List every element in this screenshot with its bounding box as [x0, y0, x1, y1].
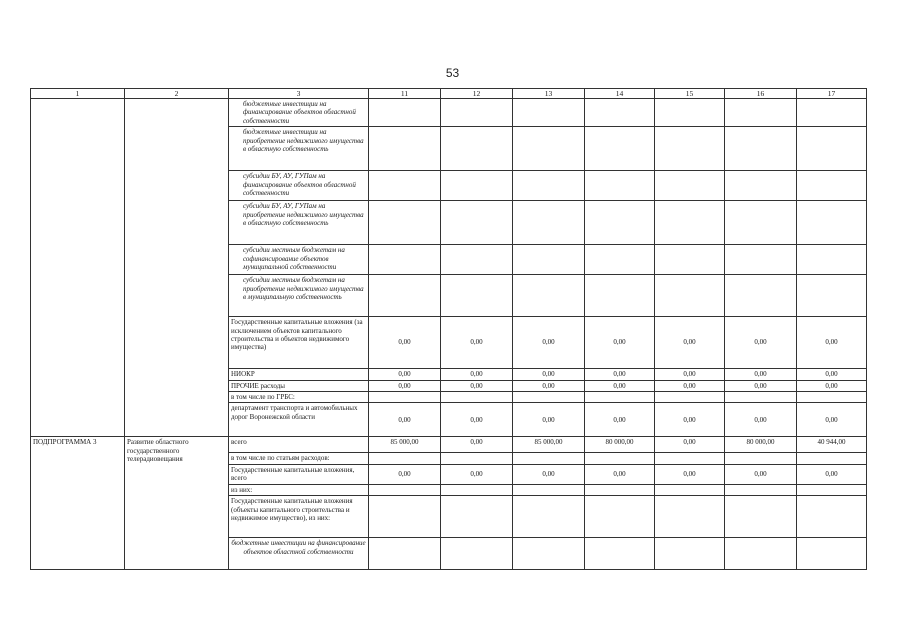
value-cell: 0,00 [725, 380, 797, 391]
expense-item-label: НИОКР [229, 369, 369, 380]
header-cell: 15 [655, 89, 725, 99]
header-cell: 12 [441, 89, 513, 99]
value-cell: 85 000,00 [513, 437, 585, 453]
header-cell: 3 [229, 89, 369, 99]
header-cell: 11 [369, 89, 441, 99]
value-cell [585, 127, 655, 171]
program-cell [31, 99, 125, 437]
expense-item-label: бюджетные инвестиции на приобретение недвижимого имущества в областную собственность [229, 127, 369, 171]
value-cell [369, 275, 441, 317]
header-cell: 16 [725, 89, 797, 99]
value-cell [369, 496, 441, 538]
value-cell [655, 127, 725, 171]
value-cell [725, 538, 797, 570]
value-cell: 0,00 [369, 369, 441, 380]
value-cell [725, 99, 797, 127]
header-cell: 13 [513, 89, 585, 99]
subprogram-code: ПОДПРОГРАММА 3 [31, 437, 125, 570]
header-cell: 1 [31, 89, 125, 99]
value-cell [797, 99, 867, 127]
value-cell: 0,00 [513, 369, 585, 380]
expense-item-label: Государственные капитальные вложения (объекты капитального строительства и недвижимое имущество), из них: [229, 496, 369, 538]
value-cell [655, 538, 725, 570]
value-cell [725, 391, 797, 402]
value-cell: 0,00 [441, 317, 513, 369]
value-cell: 80 000,00 [585, 437, 655, 453]
value-cell [655, 391, 725, 402]
value-cell [585, 275, 655, 317]
value-cell [585, 201, 655, 245]
value-cell [441, 245, 513, 275]
table-row [31, 437, 867, 453]
value-cell: 0,00 [369, 317, 441, 369]
value-cell [369, 391, 441, 402]
value-cell [369, 538, 441, 570]
value-cell: 0,00 [655, 464, 725, 484]
header-cell: 2 [125, 89, 229, 99]
value-cell: 0,00 [441, 403, 513, 437]
value-cell [441, 99, 513, 127]
expense-item-label: в том числе по статьям расходов: [229, 453, 369, 464]
value-cell [725, 127, 797, 171]
value-cell [725, 453, 797, 464]
value-cell [585, 453, 655, 464]
value-cell: 0,00 [369, 403, 441, 437]
value-cell: 0,00 [725, 464, 797, 484]
value-cell [585, 484, 655, 495]
header-cell: 17 [797, 89, 867, 99]
value-cell [797, 171, 867, 201]
value-cell [655, 453, 725, 464]
value-cell [441, 127, 513, 171]
value-cell [369, 201, 441, 245]
value-cell: 0,00 [797, 380, 867, 391]
value-cell [441, 538, 513, 570]
value-cell [585, 99, 655, 127]
value-cell [797, 201, 867, 245]
value-cell: 0,00 [585, 380, 655, 391]
value-cell [513, 453, 585, 464]
value-cell [725, 496, 797, 538]
value-cell [441, 496, 513, 538]
value-cell [655, 496, 725, 538]
value-cell: 80 000,00 [725, 437, 797, 453]
value-cell [797, 496, 867, 538]
page-number: 53 [445, 66, 460, 80]
value-cell: 85 000,00 [369, 437, 441, 453]
value-cell [513, 496, 585, 538]
value-cell [585, 245, 655, 275]
expense-item-label: субсидии БУ, АУ, ГУПам на финансирование объектов областной собственности [229, 171, 369, 201]
value-cell [725, 275, 797, 317]
value-cell [585, 496, 655, 538]
value-cell [655, 99, 725, 127]
expense-item-label: Государственные капитальные вложения, всего [229, 464, 369, 484]
value-cell [725, 201, 797, 245]
expense-item-label: субсидии местным бюджетам на софинансирование объектов муниципальной собственности [229, 245, 369, 275]
value-cell [369, 127, 441, 171]
value-cell: 0,00 [655, 369, 725, 380]
value-cell [585, 538, 655, 570]
value-cell [655, 484, 725, 495]
value-cell [513, 201, 585, 245]
value-cell: 0,00 [513, 403, 585, 437]
value-cell [369, 484, 441, 495]
value-cell [655, 275, 725, 317]
expense-item-label: субсидии БУ, АУ, ГУПам на приобретение недвижимого имущества в областную собственность [229, 201, 369, 245]
value-cell [369, 245, 441, 275]
value-cell [441, 391, 513, 402]
table-row [31, 99, 867, 127]
value-cell: 0,00 [655, 317, 725, 369]
value-cell: 0,00 [655, 437, 725, 453]
value-cell: 0,00 [441, 380, 513, 391]
expense-item-label: в том числе по ГРБС: [229, 391, 369, 402]
value-cell: 0,00 [369, 380, 441, 391]
value-cell: 0,00 [441, 464, 513, 484]
value-cell [513, 538, 585, 570]
expense-item-label: всего [229, 437, 369, 453]
subprogram-name: Развитие областного государственного телерадиовещания [125, 437, 229, 570]
expense-item-label: ПРОЧИЕ расходы [229, 380, 369, 391]
value-cell: 0,00 [441, 437, 513, 453]
value-cell [441, 275, 513, 317]
value-cell [797, 245, 867, 275]
value-cell [725, 245, 797, 275]
value-cell: 0,00 [797, 369, 867, 380]
value-cell [797, 127, 867, 171]
value-cell: 0,00 [655, 380, 725, 391]
budget-table [30, 88, 867, 570]
value-cell [797, 275, 867, 317]
value-cell [585, 171, 655, 201]
value-cell: 0,00 [725, 369, 797, 380]
value-cell [655, 171, 725, 201]
value-cell [513, 484, 585, 495]
expense-item-label: из них: [229, 484, 369, 495]
value-cell [369, 453, 441, 464]
value-cell [797, 538, 867, 570]
expense-item-label: бюджетные инвестиции на финансирование объектов областной собственности [229, 99, 369, 127]
value-cell: 0,00 [725, 317, 797, 369]
value-cell [513, 127, 585, 171]
value-cell: 0,00 [585, 464, 655, 484]
value-cell [797, 453, 867, 464]
value-cell [441, 453, 513, 464]
expense-item-label: департамент транспорта и автомобильных дорог Воронежской области [229, 403, 369, 437]
value-cell [725, 171, 797, 201]
value-cell: 0,00 [441, 369, 513, 380]
value-cell [725, 484, 797, 495]
value-cell: 0,00 [797, 317, 867, 369]
value-cell [513, 171, 585, 201]
value-cell [797, 484, 867, 495]
value-cell: 0,00 [513, 380, 585, 391]
value-cell: 0,00 [797, 464, 867, 484]
value-cell [369, 99, 441, 127]
value-cell: 0,00 [797, 403, 867, 437]
program-name-cell [125, 99, 229, 437]
value-cell: 0,00 [513, 464, 585, 484]
value-cell: 0,00 [513, 317, 585, 369]
value-cell [513, 245, 585, 275]
expense-item-label: субсидии местным бюджетам на приобретение недвижимого имущества в муниципальную собственность [229, 275, 369, 317]
value-cell: 0,00 [585, 369, 655, 380]
value-cell [655, 201, 725, 245]
expense-item-label: бюджетные инвестиции на финансирование объектов областной собственности [229, 538, 369, 570]
value-cell: 0,00 [725, 403, 797, 437]
value-cell: 0,00 [585, 317, 655, 369]
value-cell [369, 171, 441, 201]
header-cell: 14 [585, 89, 655, 99]
value-cell [585, 391, 655, 402]
value-cell [513, 391, 585, 402]
value-cell [513, 99, 585, 127]
value-cell [513, 275, 585, 317]
value-cell: 0,00 [585, 403, 655, 437]
header-row [31, 89, 867, 99]
value-cell [441, 201, 513, 245]
value-cell [441, 484, 513, 495]
expense-item-label: Государственные капитальные вложения (за исключением объектов капитального строительства и объектов недвижимого имущества) [229, 317, 369, 369]
value-cell: 0,00 [369, 464, 441, 484]
value-cell [655, 245, 725, 275]
value-cell: 40 944,00 [797, 437, 867, 453]
value-cell [441, 171, 513, 201]
value-cell [797, 391, 867, 402]
value-cell: 0,00 [655, 403, 725, 437]
